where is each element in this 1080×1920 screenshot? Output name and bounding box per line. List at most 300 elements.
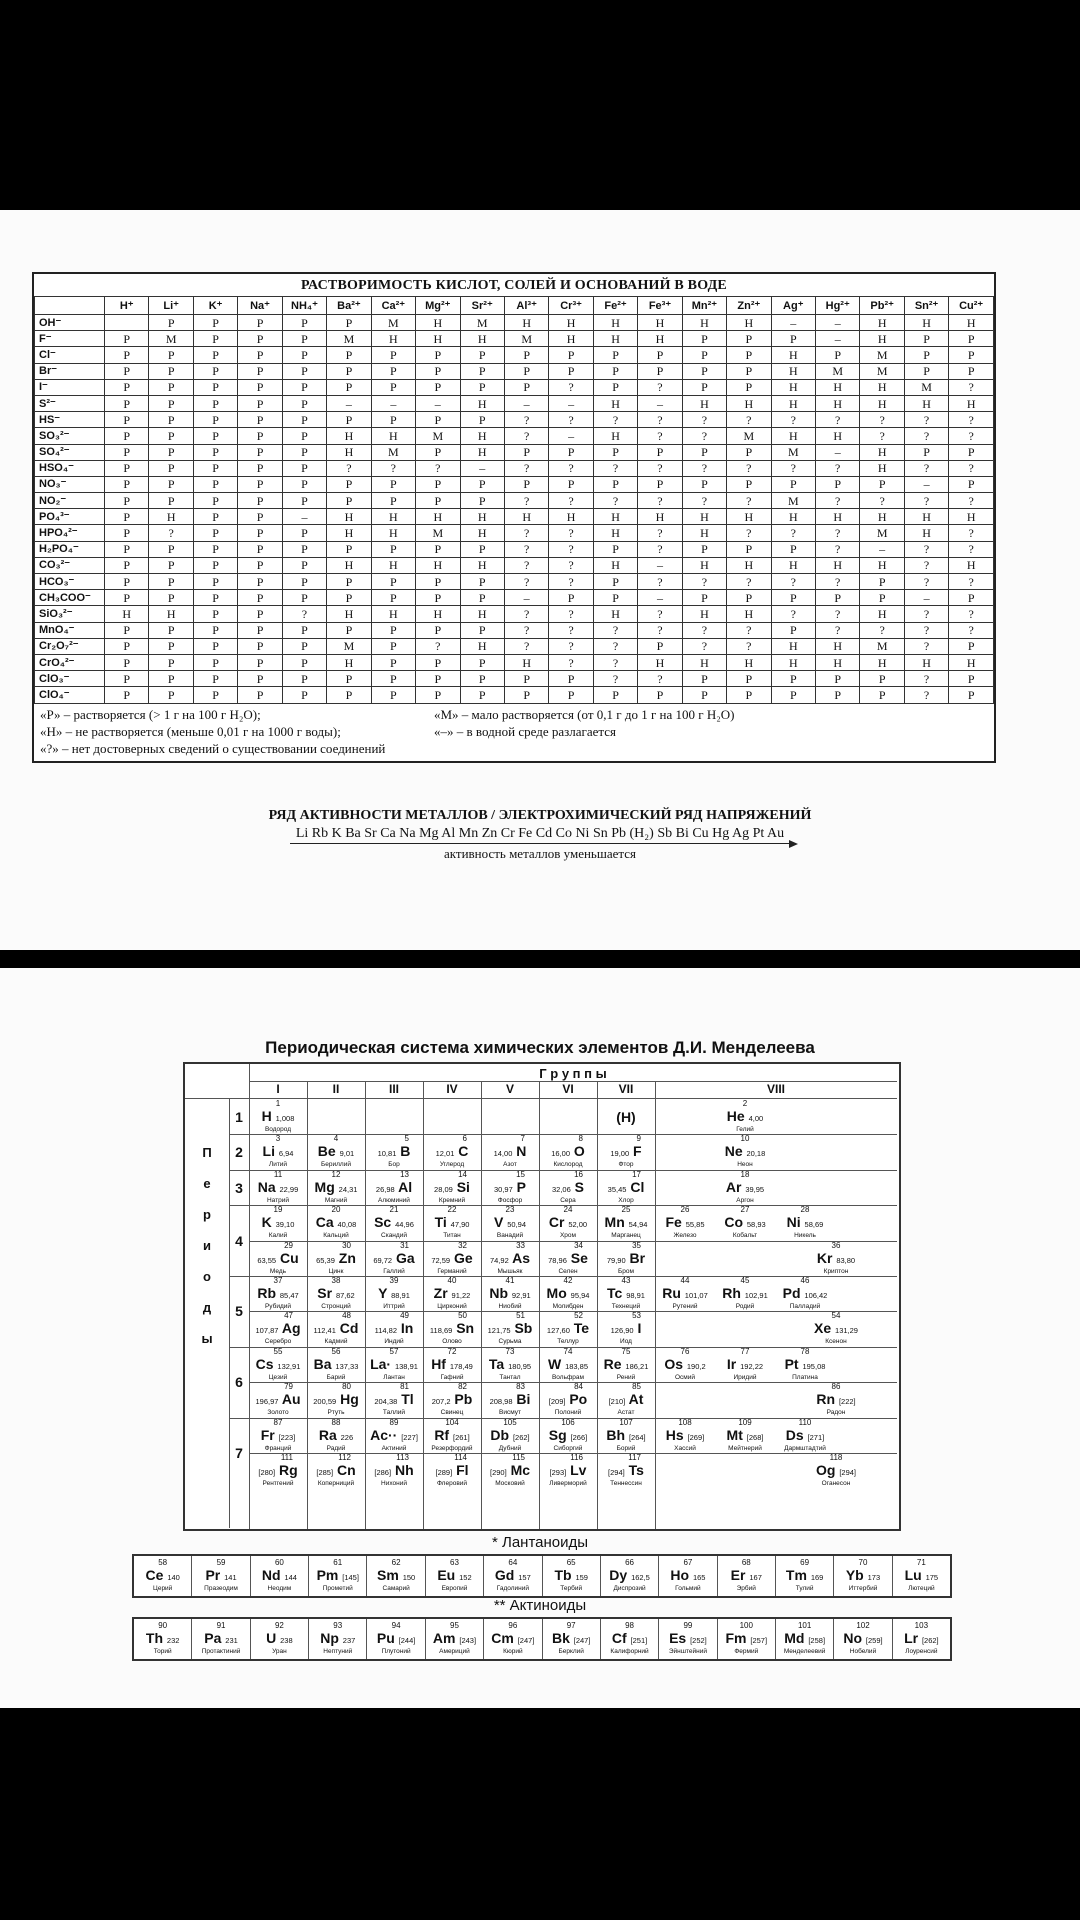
element-symbol [426, 1631, 483, 1648]
element-cell [715, 1100, 775, 1133]
solubility-cell: ? [593, 654, 637, 670]
solubility-cell: Р [282, 541, 326, 557]
solubility-cell: ? [949, 541, 994, 557]
solubility-cell: Р [504, 379, 548, 395]
symbol: Ho [670, 1567, 690, 1583]
table-row [35, 476, 994, 492]
element-symbol [659, 1568, 716, 1585]
solubility-cell: Р [193, 493, 237, 509]
solubility-cell: Н [727, 654, 771, 670]
atomic-mass: [264] [628, 1432, 646, 1442]
solubility-cell: Р [416, 654, 460, 670]
solubility-cell: Р [416, 622, 460, 638]
solubility-cell: Н [460, 557, 504, 573]
element-cell [249, 1312, 307, 1345]
atomic-mass: 35,45 [607, 1184, 627, 1194]
element-name: Германий [437, 1267, 467, 1275]
symbol: Ra [318, 1426, 337, 1443]
element-name: Теллур [557, 1338, 579, 1346]
element-cell [775, 1348, 835, 1381]
atomic-number: 19 [273, 1206, 283, 1215]
anion-label: HCO₃⁻ [35, 574, 105, 590]
solubility-cell: Р [727, 363, 771, 379]
solubility-cell: ? [727, 460, 771, 476]
atomic-number: 14 [458, 1170, 467, 1179]
atomic-number: 33 [516, 1241, 525, 1250]
symbol: Sg [548, 1426, 567, 1443]
solubility-cell: Н [816, 509, 860, 525]
solubility-cell: Р [371, 476, 415, 492]
element-name: Технеций [611, 1303, 641, 1310]
symbol: Ar [725, 1178, 742, 1195]
element-name: Оганесон [821, 1480, 851, 1487]
element-name: Неодим [267, 1585, 292, 1592]
element-cell [307, 1135, 365, 1168]
element-cell [717, 1619, 775, 1659]
atomic-mass: 24,31 [338, 1184, 358, 1194]
solubility-cell: ? [727, 412, 771, 428]
symbol: Am [432, 1630, 456, 1646]
symbol: Hf [431, 1355, 446, 1372]
element-name: Празеодим [204, 1585, 238, 1592]
solubility-cell: Р [593, 590, 637, 606]
element-cell [775, 1419, 835, 1452]
solubility-cell: ? [949, 493, 994, 509]
solubility-cell: Н [549, 331, 593, 347]
solubility-cell: ? [504, 493, 548, 509]
legend-q: «?» – нет достоверных сведений о существовании соединений [40, 740, 386, 756]
atomic-number: 12 [331, 1170, 341, 1179]
solubility-cell: Р [238, 379, 282, 395]
solubility-cell: Р [105, 347, 149, 363]
atomic-mass: 167 [749, 1573, 762, 1582]
symbol: Fm [725, 1630, 747, 1646]
solubility-cell: ? [816, 493, 860, 509]
solubility-cell: Р [282, 428, 326, 444]
solubility-cell: Р [816, 671, 860, 687]
symbol: Rn [816, 1391, 836, 1408]
atomic-mass: 88,91 [391, 1291, 410, 1300]
solubility-cell: – [816, 315, 860, 331]
solubility-cell: Р [816, 590, 860, 606]
solubility-cell: Р [238, 331, 282, 347]
solubility-cell: ? [771, 606, 815, 622]
element-symbol [307, 1286, 365, 1303]
atomic-mass: [293] [549, 1468, 567, 1477]
solubility-cell: Р [193, 541, 237, 557]
element-name: Гелий [736, 1126, 754, 1133]
solubility-cell: – [327, 395, 371, 411]
solubility-cell: Н [460, 525, 504, 541]
element-cell [597, 1206, 655, 1239]
solubility-cell: Н [771, 347, 815, 363]
element-cell [307, 1348, 365, 1381]
element-cell [423, 1348, 481, 1381]
atomic-number: 116 [570, 1454, 583, 1462]
cation-header: Cu²⁺ [949, 297, 994, 315]
atomic-number: 109 [738, 1418, 752, 1427]
element-symbol [775, 1251, 897, 1268]
element-symbol [543, 1631, 600, 1648]
cation-header: Hg²⁺ [816, 297, 860, 315]
symbol: F [633, 1143, 642, 1160]
element-symbol [249, 1357, 307, 1374]
atomic-number: 3 [275, 1135, 281, 1144]
symbol: Lv [570, 1462, 587, 1478]
element-name: Золото [267, 1409, 289, 1417]
element-cell [658, 1619, 716, 1659]
element-symbol [539, 1321, 597, 1338]
element-cell [481, 1419, 539, 1452]
element-name: Кислород [553, 1161, 583, 1169]
atomic-mass: 204,38 [374, 1397, 398, 1407]
solubility-legend [34, 704, 994, 761]
table-row [35, 331, 994, 347]
solubility-cell: Р [105, 331, 149, 347]
element-symbol [249, 1321, 307, 1338]
solubility-cell: Р [682, 541, 726, 557]
solubility-cell: ? [816, 606, 860, 622]
symbol: S [574, 1178, 584, 1195]
solubility-cell: Н [727, 606, 771, 622]
solubility-cell: Н [816, 654, 860, 670]
element-symbol [539, 1463, 597, 1480]
element-cell [307, 1419, 365, 1452]
atomic-number: 11 [273, 1170, 283, 1179]
element-name: Литий [268, 1161, 288, 1169]
solubility-cell: М [371, 444, 415, 460]
atomic-number: 67 [683, 1558, 693, 1567]
symbol: Sb [514, 1320, 533, 1337]
atomic-mass: [247] [517, 1636, 535, 1645]
atomic-number: 80 [342, 1383, 351, 1392]
atomic-number: 72 [447, 1347, 457, 1356]
series-note: активность металлов уменьшается [443, 846, 637, 861]
solubility-cell: Н [904, 654, 948, 670]
solubility-cell: Р [193, 315, 237, 331]
element-name: Молибден [552, 1303, 584, 1310]
atomic-mass: 101,07 [684, 1291, 708, 1300]
atomic-mass: 169 [810, 1573, 824, 1582]
atomic-number: 84 [574, 1383, 583, 1392]
anion-label: Br⁻ [35, 363, 105, 379]
element-name: Нихоний [381, 1480, 407, 1487]
solubility-cell: Н [327, 444, 371, 460]
solubility-cell: Р [149, 315, 193, 331]
atomic-number: 9 [636, 1135, 641, 1144]
atomic-number: 95 [450, 1621, 459, 1630]
solubility-cell: ? [549, 574, 593, 590]
symbol: Ni [786, 1214, 801, 1231]
solubility-cell: Р [105, 412, 149, 428]
symbol: Ta [488, 1355, 505, 1372]
element-cell [365, 1206, 423, 1239]
solubility-cell: ? [504, 460, 548, 476]
element-symbol [655, 1215, 715, 1232]
solubility-cell: Р [771, 687, 815, 703]
atomic-number: 29 [284, 1241, 293, 1250]
element-cell [481, 1171, 539, 1204]
solubility-cell: Н [949, 315, 994, 331]
h-in-group-vii: (H) [616, 1109, 636, 1125]
anion-label: CH₃COO⁻ [35, 590, 105, 606]
solubility-cell: Р [327, 622, 371, 638]
solubility-cell: ? [593, 493, 637, 509]
atomic-number: 18 [740, 1170, 750, 1179]
element-name: Лоуренсий [905, 1648, 938, 1655]
element-symbol [367, 1631, 424, 1648]
atomic-mass: 165 [692, 1573, 706, 1582]
solubility-cell: Р [193, 444, 237, 460]
symbol: Pt [784, 1355, 799, 1372]
solubility-cell: ? [904, 606, 948, 622]
element-symbol [597, 1321, 655, 1338]
element-name: Европий [441, 1585, 468, 1592]
atomic-mass: 28,09 [434, 1184, 453, 1194]
symbol: Ti [434, 1214, 447, 1231]
solubility-title: РАСТВОРИМОСТЬ КИСЛОТ, СОЛЕЙ И ОСНОВАНИЙ В ВОДЕ [301, 278, 727, 293]
anion-label: HSO₄⁻ [35, 460, 105, 476]
atomic-number: 6 [462, 1135, 467, 1144]
solubility-cell: Р [282, 671, 326, 687]
solubility-cell: Р [771, 541, 815, 557]
symbol: O [573, 1143, 585, 1160]
atomic-mass: [227] [401, 1432, 418, 1442]
solubility-cell: ? [727, 493, 771, 509]
solubility-cell: Р [282, 331, 326, 347]
element-cell [249, 1206, 307, 1239]
solubility-cell: Н [549, 315, 593, 331]
solubility-cell: Р [460, 476, 504, 492]
symbol: Te [573, 1320, 590, 1337]
element-name: Иттербий [848, 1585, 878, 1592]
solubility-cell: Р [193, 509, 237, 525]
solubility-cell: Р [105, 428, 149, 444]
solubility-cell: Р [105, 363, 149, 379]
atomic-number: 30 [342, 1241, 351, 1250]
element-name: Лантан [383, 1373, 405, 1381]
element-cell [597, 1277, 655, 1310]
solubility-cell: ? [904, 687, 948, 703]
solubility-cell: Н [371, 525, 415, 541]
solubility-cell: Р [727, 331, 771, 347]
element-name: Коперниций [317, 1480, 355, 1487]
solubility-cell: Н [593, 606, 637, 622]
solubility-cell: Р [593, 379, 637, 395]
solubility-cell: Р [149, 363, 193, 379]
symbol: Hg [340, 1391, 359, 1408]
solubility-cell: М [904, 379, 948, 395]
cation-header: Ba²⁺ [327, 297, 371, 315]
atomic-mass: 85,47 [279, 1291, 299, 1300]
solubility-cell: Р [904, 347, 948, 363]
element-name: Самарий [382, 1585, 410, 1592]
solubility-cell: Р [904, 444, 948, 460]
element-cell [425, 1556, 483, 1596]
atomic-mass: 208,98 [489, 1397, 513, 1407]
solubility-cell: Н [816, 428, 860, 444]
element-name: Мышьяк [497, 1267, 523, 1275]
atomic-number: 59 [216, 1558, 226, 1567]
element-symbol [539, 1251, 597, 1268]
periods-letter: П [202, 1145, 212, 1160]
solubility-cell: – [638, 590, 682, 606]
solubility-cell: Р [282, 590, 326, 606]
element-cell [308, 1619, 366, 1659]
element-cell [249, 1383, 307, 1416]
element-symbol [251, 1568, 308, 1585]
solubility-cell: – [460, 460, 504, 476]
element-symbol [597, 1251, 655, 1268]
solubility-cell: Н [904, 509, 948, 525]
element-name: Алюминий [378, 1196, 410, 1204]
element-symbol [481, 1251, 539, 1268]
element-symbol [775, 1321, 897, 1338]
element-symbol [715, 1180, 775, 1197]
atomic-number: 117 [628, 1454, 641, 1462]
solubility-cell: Р [238, 687, 282, 703]
solubility-cell: Р [238, 574, 282, 590]
solubility-cell: Н [105, 606, 149, 622]
element-cell [249, 1100, 307, 1133]
solubility-cell: ? [638, 541, 682, 557]
element-cell [481, 1454, 539, 1487]
element-symbol [249, 1109, 307, 1126]
groups-label: Г р у п п ы [539, 1066, 607, 1081]
symbol: Po [569, 1391, 588, 1408]
solubility-cell: ? [638, 606, 682, 622]
solubility-cell: Р [282, 347, 326, 363]
atomic-mass: [268] [746, 1432, 764, 1442]
solubility-cell: ? [504, 638, 548, 654]
solubility-cell: Н [149, 509, 193, 525]
table-row [35, 379, 994, 395]
atomic-number: 39 [389, 1277, 399, 1285]
group-number: III [388, 1082, 399, 1096]
element-cell [597, 1348, 655, 1381]
solubility-cell: Р [193, 574, 237, 590]
symbol: Th [145, 1630, 164, 1646]
solubility-cell: Р [371, 638, 415, 654]
solubility-cell: ? [816, 622, 860, 638]
solubility-cell: Р [460, 363, 504, 379]
solubility-cell: Р [549, 476, 593, 492]
atomic-number: 79 [284, 1383, 293, 1392]
atomic-number: 108 [678, 1418, 692, 1427]
element-symbol [484, 1568, 541, 1585]
solubility-cell: Р [105, 654, 149, 670]
element-name: Дубний [498, 1444, 522, 1452]
atomic-number: 71 [916, 1558, 926, 1567]
element-name: Криптон [823, 1267, 849, 1275]
solubility-cell: ? [904, 412, 948, 428]
solubility-cell: Н [682, 509, 726, 525]
symbol: Fl [456, 1462, 469, 1478]
element-symbol [776, 1631, 833, 1648]
cation-header: K⁺ [193, 297, 237, 315]
element-symbol [481, 1357, 539, 1374]
atomic-mass: [269] [687, 1432, 705, 1442]
element-name: Свинец [440, 1409, 464, 1417]
solubility-cell: Р [238, 315, 282, 331]
element-symbol [715, 1144, 775, 1161]
atomic-number: 61 [333, 1558, 343, 1567]
element-cell [307, 1277, 365, 1310]
symbol: Se [570, 1249, 588, 1266]
solubility-cell: М [149, 331, 193, 347]
symbol: Rf [434, 1426, 450, 1443]
element-name: Ливерморий [549, 1480, 587, 1487]
symbol: Nb [489, 1285, 508, 1301]
solubility-cell: М [771, 444, 815, 460]
atomic-number: 85 [632, 1383, 641, 1392]
atomic-mass: 12,01 [435, 1149, 455, 1159]
element-cell [715, 1171, 775, 1204]
atomic-mass: 91,22 [451, 1291, 471, 1300]
solubility-cell: Р [193, 460, 237, 476]
solubility-cell: Р [416, 363, 460, 379]
atomic-mass: [210] [608, 1397, 626, 1407]
atomic-mass: 58,93 [746, 1220, 766, 1230]
solubility-cell: Р [105, 525, 149, 541]
solubility-cell: Р [238, 590, 282, 606]
solubility-cell: Р [727, 541, 771, 557]
element-symbol [597, 1463, 655, 1480]
symbol: Yb [845, 1567, 864, 1583]
element-name: Астат [617, 1409, 635, 1417]
atomic-number: 114 [454, 1454, 467, 1462]
solubility-cell: Р [549, 363, 593, 379]
solubility-cell: ? [949, 574, 994, 590]
atomic-number: 48 [342, 1312, 351, 1321]
atomic-number: 92 [274, 1621, 284, 1630]
solubility-cell: Р [238, 638, 282, 654]
solubility-cell: Р [682, 590, 726, 606]
symbol: Lr [904, 1630, 919, 1646]
element-symbol [481, 1463, 539, 1480]
atomic-number: 23 [505, 1206, 515, 1215]
solubility-cell: Р [193, 654, 237, 670]
solubility-cell: ? [727, 638, 771, 654]
atomic-mass: 127,60 [546, 1326, 570, 1336]
atomic-mass: [251] [630, 1636, 648, 1645]
symbol: He [726, 1108, 745, 1124]
atomic-mass: [257] [750, 1636, 768, 1645]
solubility-cell: Р [238, 654, 282, 670]
atomic-number: 10 [740, 1135, 750, 1144]
element-cell [481, 1277, 539, 1310]
symbol: Hs [665, 1426, 684, 1443]
atomic-mass: 72,59 [431, 1255, 451, 1265]
element-name: Неон [737, 1161, 753, 1169]
solubility-cell: Р [238, 541, 282, 557]
atomic-number: 36 [831, 1241, 841, 1250]
solubility-cell: Р [504, 476, 548, 492]
element-symbol [834, 1631, 891, 1648]
solubility-cell: Н [860, 509, 904, 525]
solubility-cell: Р [727, 590, 771, 606]
element-name: Платина [792, 1373, 818, 1381]
solubility-cell: Н [860, 557, 904, 573]
solubility-cell: Р [771, 671, 815, 687]
solubility-cell: Р [282, 525, 326, 541]
solubility-cell: ? [949, 379, 994, 395]
atomic-number: 90 [158, 1621, 168, 1630]
solubility-cell: Р [193, 347, 237, 363]
solubility-cell: Р [860, 671, 904, 687]
solubility-cell: ? [904, 428, 948, 444]
element-cell [423, 1171, 481, 1204]
